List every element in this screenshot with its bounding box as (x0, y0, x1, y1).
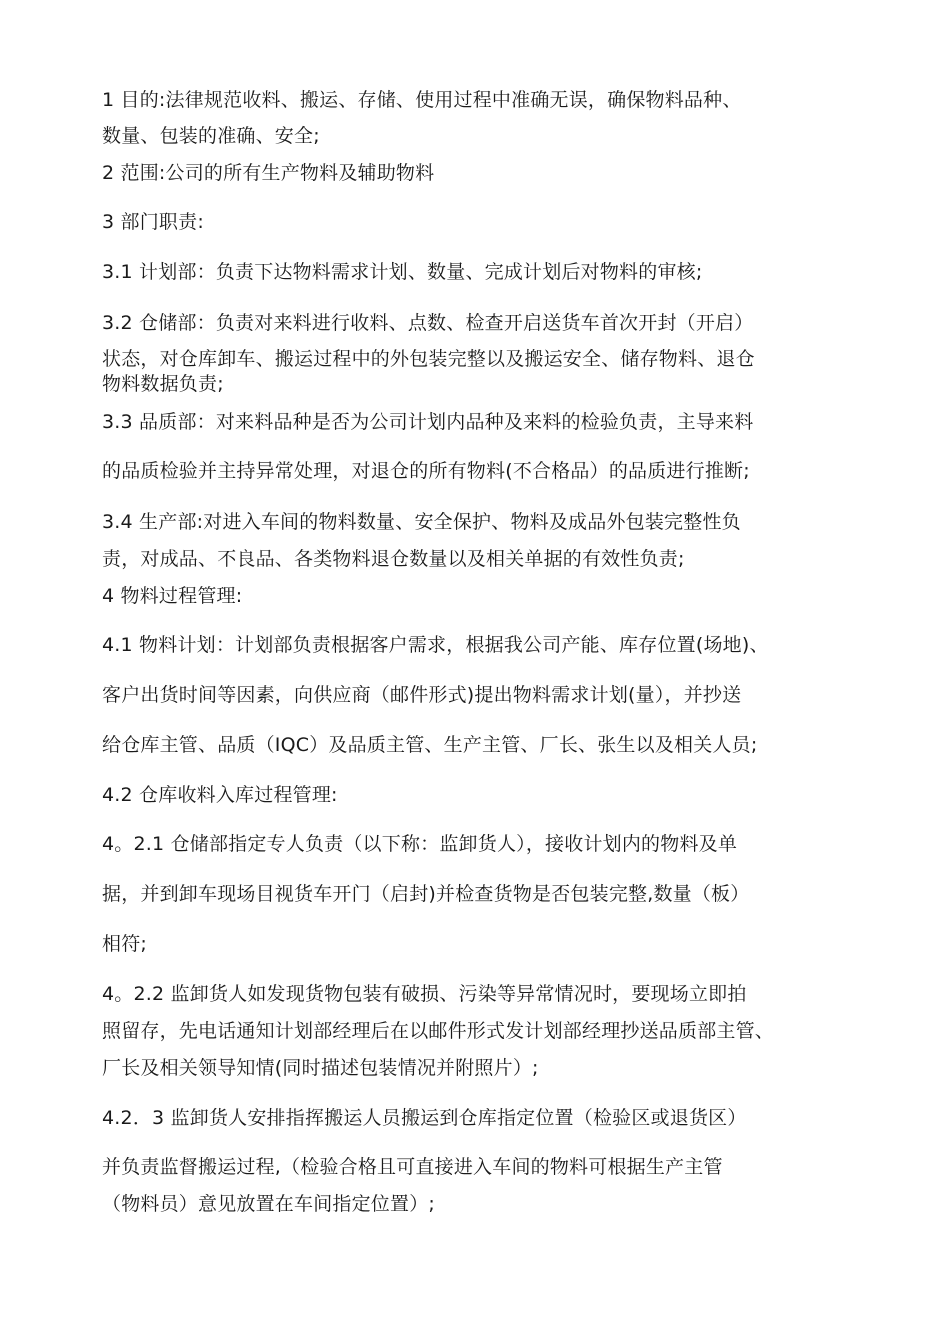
text-line: 1 目的:法律规范收料、搬运、存储、使用过程中准确无误，确保物料品种、 (102, 89, 742, 111)
text-line: 给仓库主管、品质（IQC）及品质主管、生产主管、厂长、张生以及相关人员; (102, 734, 758, 756)
text-line: 3.2 仓储部：负责对来料进行收料、点数、检查开启送货车首次开封（开启） (102, 312, 754, 334)
text-line: 4。2.2 监卸货人如发现货物包装有破损、污染等异常情况时，要现场立即拍 (102, 983, 747, 1005)
text-line: 据，并到卸车现场目视货车开门（启封)并检查货物是否包装完整,数量（板） (102, 883, 750, 905)
text-line: 物料数据负责; (102, 373, 224, 395)
text-line: 4.1 物料计划：计划部负责根据客户需求，根据我公司产能、库存位置(场地)、 (102, 634, 769, 656)
text-line: 客户出货时间等因素，向供应商（邮件形式)提出物料需求计划(量），并抄送 (102, 684, 742, 706)
text-line: 数量、包装的准确、安全; (102, 125, 320, 147)
text-line: 责，对成品、不良品、各类物料退仓数量以及相关单据的有效性负责; (102, 548, 685, 570)
text-line: （物料员）意见放置在车间指定位置）; (102, 1193, 436, 1215)
text-line: 4 物料过程管理: (102, 585, 243, 607)
text-line: 4。2.1 仓储部指定专人负责（以下称：监卸货人），接收计划内的物料及单 (102, 833, 738, 855)
text-line: 并负责监督搬运过程,（检验合格且可直接进入车间的物料可根据生产主管 (102, 1156, 723, 1178)
text-line: 4.2．3 监卸货人安排指挥搬运人员搬运到仓库指定位置（检验区或退货区） (102, 1107, 747, 1129)
text-line: 3.3 品质部：对来料品种是否为公司计划内品种及来料的检验负责，主导来料 (102, 411, 754, 433)
text-line: 3 部门职责: (102, 211, 204, 233)
text-line: 的品质检验并主持异常处理，对退仓的所有物料(不合格品）的品质进行推断; (102, 460, 750, 482)
text-line: 厂长及相关领导知情(同时描述包装情况并附照片）; (102, 1057, 539, 1079)
text-line: 相符; (102, 933, 148, 955)
text-line: 3.1 计划部：负责下达物料需求计划、数量、完成计划后对物料的审核; (102, 261, 703, 283)
text-line: 2 范围:公司的所有生产物料及辅助物料 (102, 162, 435, 184)
text-line: 状态，对仓库卸车、搬运过程中的外包装完整以及搬运安全、储存物料、退仓 (102, 348, 755, 370)
text-line: 4.2 仓库收料入库过程管理: (102, 784, 338, 806)
text-line: 照留存，先电话通知计划部经理后在以邮件形式发计划部经理抄送品质部主管、 (102, 1020, 775, 1042)
text-line: 3.4 生产部:对进入车间的物料数量、安全保护、物料及成品外包装完整性负 (102, 511, 741, 533)
